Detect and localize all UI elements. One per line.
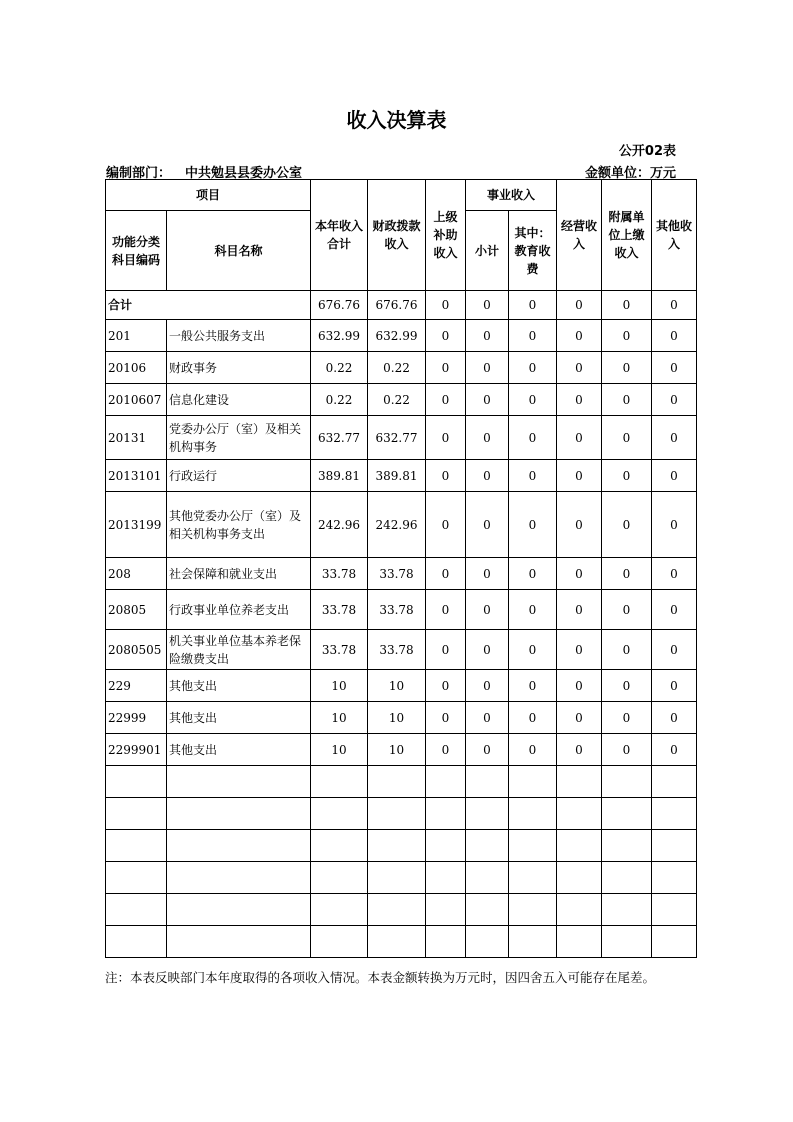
row-value: 0	[466, 670, 509, 702]
row-value: 0	[557, 416, 602, 460]
header-edu: 其中：教育收费	[509, 211, 557, 291]
row-code: 20131	[106, 416, 167, 460]
row-value: 0	[602, 384, 652, 416]
empty-cell	[106, 830, 167, 862]
row-code: 2010607	[106, 384, 167, 416]
row-value: 0	[426, 492, 466, 558]
row-value: 0	[557, 384, 602, 416]
empty-cell	[509, 862, 557, 894]
row-name: 机关事业单位基本养老保险缴费支出	[167, 630, 311, 670]
row-code: 20106	[106, 352, 167, 384]
header-subtotal: 小计	[466, 211, 509, 291]
header-business: 事业收入	[466, 180, 557, 211]
empty-cell	[426, 830, 466, 862]
empty-cell	[602, 894, 652, 926]
row-value: 0.22	[311, 384, 368, 416]
empty-cell	[509, 926, 557, 958]
empty-cell	[557, 766, 602, 798]
header-other: 其他收入	[652, 180, 697, 291]
empty-cell	[426, 766, 466, 798]
row-value: 0.22	[311, 352, 368, 384]
row-value: 632.77	[368, 416, 426, 460]
row-value: 0	[557, 630, 602, 670]
row-name: 社会保障和就业支出	[167, 558, 311, 590]
total-cell: 0	[652, 291, 697, 320]
row-value: 0	[466, 320, 509, 352]
table-body	[106, 291, 697, 958]
row-value: 0	[509, 558, 557, 590]
row-name: 一般公共服务支出	[167, 320, 311, 352]
row-value: 0	[652, 558, 697, 590]
empty-cell	[557, 798, 602, 830]
row-value: 10	[368, 670, 426, 702]
empty-cell	[311, 766, 368, 798]
row-name: 行政事业单位养老支出	[167, 590, 311, 630]
row-name: 信息化建设	[167, 384, 311, 416]
empty-cell	[167, 830, 311, 862]
row-value: 33.78	[311, 630, 368, 670]
row-value: 0	[557, 320, 602, 352]
row-value: 0	[426, 460, 466, 492]
empty-cell	[466, 862, 509, 894]
empty-row	[106, 766, 697, 798]
total-cell: 0	[602, 291, 652, 320]
empty-cell	[557, 926, 602, 958]
empty-cell	[602, 926, 652, 958]
empty-cell	[311, 894, 368, 926]
row-value: 242.96	[311, 492, 368, 558]
empty-cell	[602, 766, 652, 798]
empty-cell	[466, 766, 509, 798]
row-name: 行政运行	[167, 460, 311, 492]
income-table	[105, 179, 697, 958]
row-value: 0	[466, 460, 509, 492]
row-code: 201	[106, 320, 167, 352]
department-label: 编制部门：	[106, 166, 172, 181]
row-value: 0	[602, 352, 652, 384]
empty-row	[106, 830, 697, 862]
row-code: 20805	[106, 590, 167, 630]
row-value: 0	[652, 416, 697, 460]
table-row	[106, 590, 697, 630]
table-row	[106, 384, 697, 416]
row-value: 33.78	[368, 590, 426, 630]
empty-cell	[311, 926, 368, 958]
amount-unit: 金额单位：万元	[584, 166, 676, 181]
row-value: 0	[652, 670, 697, 702]
total-cell: 0	[509, 291, 557, 320]
row-name: 财政事务	[167, 352, 311, 384]
row-value: 0	[652, 734, 697, 766]
row-value: 10	[368, 734, 426, 766]
empty-cell	[509, 830, 557, 862]
row-value: 0	[557, 590, 602, 630]
row-value: 0	[466, 734, 509, 766]
table-row	[106, 630, 697, 670]
row-value: 10	[311, 734, 368, 766]
empty-cell	[167, 894, 311, 926]
header-item: 项目	[106, 180, 311, 211]
row-value: 0.22	[368, 352, 426, 384]
empty-cell	[652, 798, 697, 830]
table-row	[106, 734, 697, 766]
empty-cell	[368, 766, 426, 798]
empty-cell	[106, 894, 167, 926]
row-code: 22999	[106, 702, 167, 734]
total-row	[106, 291, 697, 320]
total-cell: 676.76	[368, 291, 426, 320]
empty-cell	[509, 798, 557, 830]
table-row	[106, 352, 697, 384]
table-row	[106, 558, 697, 590]
total-cell: 0	[557, 291, 602, 320]
empty-row	[106, 894, 697, 926]
empty-cell	[311, 798, 368, 830]
row-value: 0	[602, 558, 652, 590]
row-code: 2013101	[106, 460, 167, 492]
empty-cell	[557, 830, 602, 862]
empty-cell	[426, 862, 466, 894]
row-value: 389.81	[368, 460, 426, 492]
row-value: 33.78	[311, 558, 368, 590]
header-code: 功能分类科目编码	[106, 211, 167, 291]
empty-row	[106, 926, 697, 958]
empty-cell	[106, 926, 167, 958]
empty-cell	[652, 766, 697, 798]
row-value: 0	[652, 460, 697, 492]
row-value: 0	[509, 384, 557, 416]
empty-cell	[167, 926, 311, 958]
row-value: 0	[426, 320, 466, 352]
empty-cell	[602, 830, 652, 862]
row-value: 0	[426, 670, 466, 702]
row-value: 0	[652, 590, 697, 630]
row-value: 0	[509, 734, 557, 766]
row-value: 0	[652, 630, 697, 670]
row-value: 0	[602, 702, 652, 734]
row-value: 0	[652, 702, 697, 734]
empty-cell	[652, 926, 697, 958]
table-row	[106, 670, 697, 702]
empty-cell	[426, 926, 466, 958]
empty-cell	[557, 862, 602, 894]
empty-cell	[509, 894, 557, 926]
row-value: 0	[466, 384, 509, 416]
row-value: 0	[426, 352, 466, 384]
row-value: 632.77	[311, 416, 368, 460]
page-title: 收入决算表	[346, 108, 447, 132]
empty-cell	[466, 894, 509, 926]
header-superior: 上级补助收入	[426, 180, 466, 291]
header-affiliated: 附属单位上缴收入	[602, 180, 652, 291]
empty-cell	[602, 798, 652, 830]
row-value: 0	[602, 734, 652, 766]
empty-cell	[652, 894, 697, 926]
row-value: 0	[426, 384, 466, 416]
row-value: 242.96	[368, 492, 426, 558]
empty-cell	[466, 926, 509, 958]
footnote: 注：本表反映部门本年度取得的各项收入情况。本表金额转换为万元时，因四舍五入可能存在尾差。	[105, 970, 656, 985]
row-value: 0	[557, 702, 602, 734]
empty-cell	[426, 798, 466, 830]
row-value: 0	[509, 320, 557, 352]
row-value: 0	[602, 492, 652, 558]
header-name: 科目名称	[167, 211, 311, 291]
row-name: 其他支出	[167, 702, 311, 734]
row-value: 0	[466, 492, 509, 558]
row-code: 2299901	[106, 734, 167, 766]
row-value: 10	[311, 702, 368, 734]
row-code: 2013199	[106, 492, 167, 558]
empty-cell	[509, 766, 557, 798]
row-value: 0	[426, 630, 466, 670]
empty-cell	[466, 798, 509, 830]
empty-row	[106, 862, 697, 894]
total-cell: 676.76	[311, 291, 368, 320]
empty-cell	[368, 830, 426, 862]
row-value: 33.78	[368, 558, 426, 590]
row-value: 0	[466, 352, 509, 384]
row-value: 0	[466, 702, 509, 734]
empty-cell	[167, 766, 311, 798]
row-value: 0	[602, 630, 652, 670]
table-number: 公开02表	[618, 144, 676, 159]
empty-cell	[167, 862, 311, 894]
empty-cell	[602, 862, 652, 894]
row-value: 0	[509, 702, 557, 734]
table-row	[106, 702, 697, 734]
row-value: 0	[652, 492, 697, 558]
empty-cell	[106, 862, 167, 894]
row-name: 其他支出	[167, 670, 311, 702]
header-operating: 经营收入	[557, 180, 602, 291]
empty-cell	[106, 798, 167, 830]
row-value: 0	[509, 352, 557, 384]
empty-cell	[368, 862, 426, 894]
empty-cell	[466, 830, 509, 862]
empty-cell	[652, 830, 697, 862]
row-name: 党委办公厅（室）及相关机构事务	[167, 416, 311, 460]
row-value: 0	[602, 590, 652, 630]
row-value: 0	[509, 460, 557, 492]
total-label: 合计	[106, 291, 311, 320]
header-total: 本年收入合计	[311, 180, 368, 291]
row-value: 632.99	[368, 320, 426, 352]
row-value: 33.78	[368, 630, 426, 670]
row-value: 10	[368, 702, 426, 734]
empty-cell	[426, 894, 466, 926]
table-row	[106, 460, 697, 492]
row-value: 0	[557, 352, 602, 384]
row-value: 0	[426, 590, 466, 630]
row-value: 0	[426, 702, 466, 734]
row-value: 0	[602, 320, 652, 352]
empty-cell	[106, 766, 167, 798]
row-value: 0	[557, 492, 602, 558]
row-value: 0	[426, 734, 466, 766]
row-value: 0.22	[368, 384, 426, 416]
row-value: 10	[311, 670, 368, 702]
row-value: 0	[466, 558, 509, 590]
row-value: 33.78	[311, 590, 368, 630]
row-value: 0	[509, 590, 557, 630]
empty-cell	[167, 798, 311, 830]
row-value: 0	[557, 670, 602, 702]
row-value: 0	[602, 416, 652, 460]
empty-cell	[368, 798, 426, 830]
empty-cell	[311, 830, 368, 862]
header-fiscal: 财政拨款收入	[368, 180, 426, 291]
row-value: 0	[509, 492, 557, 558]
row-value: 0	[557, 734, 602, 766]
row-value: 389.81	[311, 460, 368, 492]
total-cell: 0	[466, 291, 509, 320]
table-row	[106, 492, 697, 558]
row-value: 0	[426, 416, 466, 460]
row-value: 0	[466, 416, 509, 460]
row-value: 0	[557, 460, 602, 492]
row-value: 0	[509, 630, 557, 670]
row-name: 其他党委办公厅（室）及相关机构事务支出	[167, 492, 311, 558]
row-value: 632.99	[311, 320, 368, 352]
row-value: 0	[466, 630, 509, 670]
row-code: 2080505	[106, 630, 167, 670]
row-value: 0	[509, 670, 557, 702]
row-code: 229	[106, 670, 167, 702]
empty-cell	[311, 862, 368, 894]
row-value: 0	[652, 320, 697, 352]
row-value: 0	[652, 352, 697, 384]
empty-cell	[368, 894, 426, 926]
total-cell: 0	[426, 291, 466, 320]
row-code: 208	[106, 558, 167, 590]
empty-row	[106, 798, 697, 830]
empty-cell	[368, 926, 426, 958]
row-value: 0	[602, 460, 652, 492]
row-value: 0	[466, 590, 509, 630]
row-value: 0	[557, 558, 602, 590]
row-value: 0	[426, 558, 466, 590]
empty-cell	[652, 862, 697, 894]
empty-cell	[557, 894, 602, 926]
row-name: 其他支出	[167, 734, 311, 766]
table-row	[106, 320, 697, 352]
row-value: 0	[602, 670, 652, 702]
table-row	[106, 416, 697, 460]
department-name: 中共勉县县委办公室	[185, 166, 303, 181]
row-value: 0	[652, 384, 697, 416]
row-value: 0	[509, 416, 557, 460]
